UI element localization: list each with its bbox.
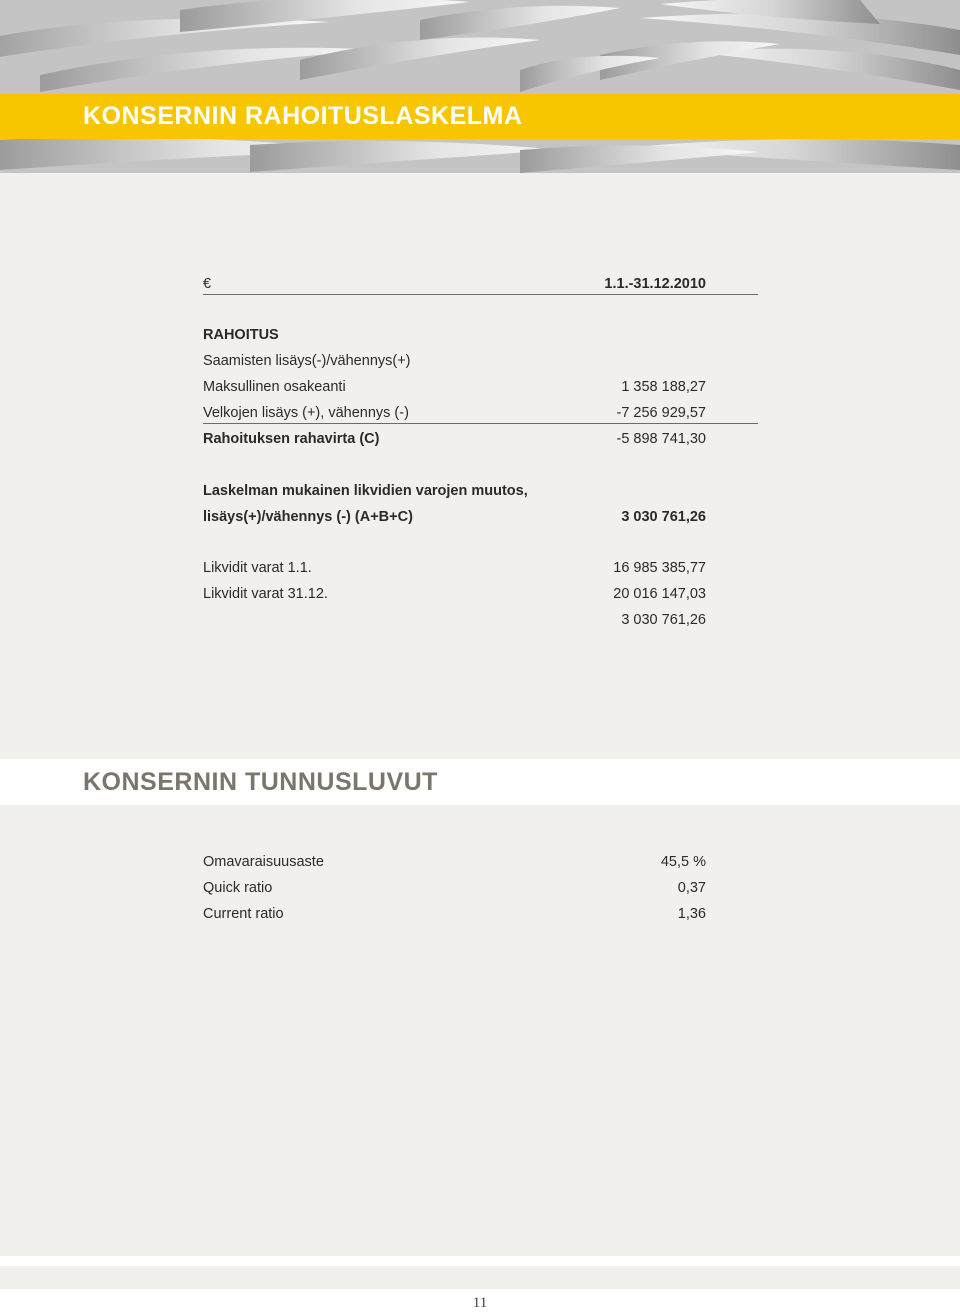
table-row [203,610,758,630]
liquid-label: Likvidit varat 31.12. [203,586,328,602]
change-row [203,507,758,527]
row-label: Velkojen lisäys (+), vähennys (-) [203,405,409,421]
row-label: Saamisten lisäys(-)/vähennys(+) [203,353,411,369]
change-label-row-1 [203,481,758,501]
financing-heading: RAHOITUS [203,327,279,343]
ratio-value: 1,36 [677,906,706,922]
change-label-line1: Laskelman mukainen likvidien varojen muutos, [203,483,528,499]
table-header-row [203,274,758,294]
table-row [203,852,758,872]
page-title: KONSERNIN RAHOITUSLASKELMA [83,102,523,130]
ratio-label: Omavaraisuusaste [203,854,324,870]
header-flower-photo [0,0,960,173]
table-row [203,377,758,397]
liquid-label: Likvidit varat 1.1. [203,560,312,576]
subtotal-divider [203,423,758,424]
row-label: Maksullinen osakeanti [203,379,346,395]
page-number: 11 [472,1295,488,1311]
currency-label: € [203,276,212,292]
header-divider [203,294,758,295]
ratios-title-band [0,759,960,805]
ratios-title: KONSERNIN TUNNUSLUVUT [83,768,438,796]
liquid-value: 16 985 385,77 [613,560,706,576]
row-value: -7 256 929,57 [616,405,706,421]
table-row [203,351,758,371]
change-value: 3 030 761,26 [621,509,706,525]
financing-total-value: -5 898 741,30 [616,431,706,447]
financing-total-row [203,429,758,449]
flower-petals-graphic [0,0,960,173]
table-row [203,558,758,578]
table-row [203,904,758,924]
liquid-value: 20 016 147,03 [613,586,706,602]
title-band [0,94,960,139]
ratio-label: Quick ratio [203,880,273,896]
change-label-line2: lisäys(+)/vähennys (-) (A+B+C) [203,509,413,525]
footer-band [0,1256,960,1266]
row-value: 1 358 188,27 [621,379,706,395]
table-row [203,878,758,898]
table-row [203,403,758,423]
ratio-label: Current ratio [203,906,284,922]
liquid-difference-value: 3 030 761,26 [621,612,706,628]
table-row [203,584,758,604]
ratio-value: 0,37 [677,880,706,896]
financing-total-label: Rahoituksen rahavirta (C) [203,431,380,447]
ratio-value: 45,5 % [660,854,706,870]
financing-heading-row [203,325,758,345]
period-label: 1.1.-31.12.2010 [604,276,706,292]
